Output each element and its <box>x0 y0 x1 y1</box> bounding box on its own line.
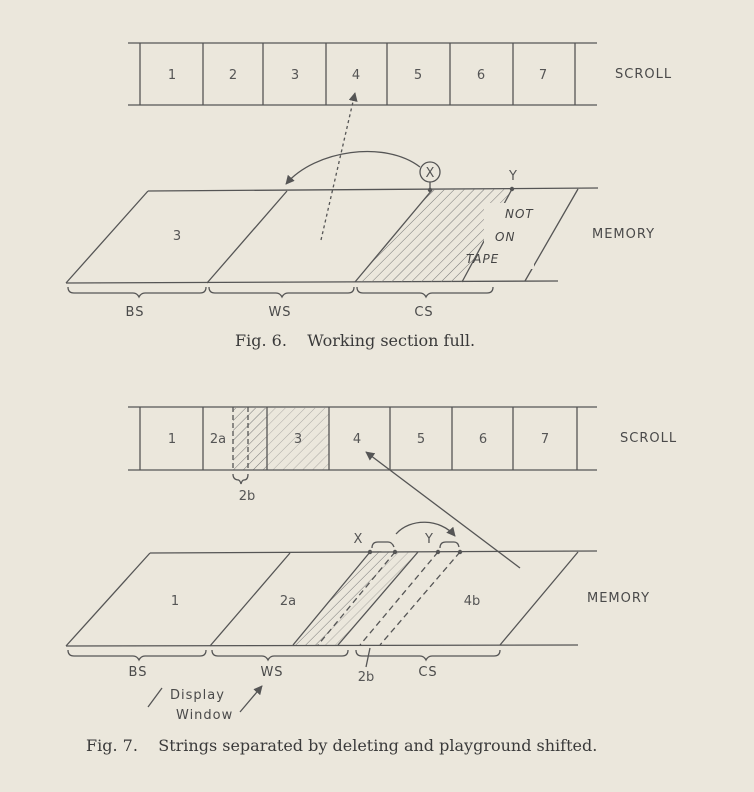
fig7-caption: Fig. 7. Strings separated by deleting and playground shifted. <box>86 736 598 755</box>
fig7-display-window-line1: Display <box>170 688 225 703</box>
fig6-not-on-tape-line1: NOT <box>505 207 534 221</box>
fig6-brace-cs <box>357 287 493 297</box>
fig7-scroll-cell: 7 <box>540 432 550 447</box>
fig7-scroll-cell: 1 <box>167 432 177 447</box>
fig7-x-bracket <box>372 542 394 548</box>
fig7-display-window-arrow <box>240 686 262 712</box>
fig7-display-window-slash <box>148 688 162 707</box>
figure-6 <box>66 43 672 350</box>
fig6-label-bs: BS <box>125 305 145 320</box>
fig7-y-bracket <box>440 542 459 548</box>
fig6-marker-x: X <box>425 166 435 181</box>
fig7-brace-ws <box>212 650 348 660</box>
fig7-marker-y: Y <box>425 532 433 547</box>
fig7-scroll-label: SCROLL <box>620 431 678 446</box>
fig6-caption: Fig. 6. Working section full. <box>235 331 476 350</box>
fig6-not-on-tape-line3: TAPE <box>466 252 500 266</box>
fig6-move-arrow <box>286 152 420 184</box>
fig6-memory-label: MEMORY <box>592 227 656 242</box>
fig6-not-on-tape-line2: ON <box>495 230 516 244</box>
fig7-label-ws: WS <box>260 665 284 680</box>
fig6-label-ws: WS <box>268 305 292 320</box>
fig6-memory-cell-bs: 3 <box>172 229 182 244</box>
fig7-label-bs: BS <box>128 665 148 680</box>
fig6-memory-tape <box>66 188 598 283</box>
fig6-marker-y: Y <box>509 169 517 184</box>
fig6-scroll-cell: 7 <box>538 68 548 83</box>
fig7-scroll-cell: 4 <box>352 432 362 447</box>
fig6-scroll-label: SCROLL <box>615 67 673 82</box>
fig7-brace-2b-top <box>233 474 248 484</box>
fig6-scroll-cell: 3 <box>290 68 300 83</box>
fig7-brace-cs <box>356 650 500 660</box>
fig6-scroll-cell: 5 <box>413 68 423 83</box>
fig6-scroll-cell: 2 <box>228 68 238 83</box>
fig7-memory-cell: 4b <box>463 594 481 609</box>
fig7-scroll-cell: 3 <box>293 432 303 447</box>
fig7-scroll-cell: 6 <box>478 432 488 447</box>
fig7-brace-bs <box>68 650 206 660</box>
fig7-scroll-cell: 2a <box>209 432 227 447</box>
fig7-scroll-tape <box>128 407 597 470</box>
fig6-label-cs: CS <box>414 305 434 320</box>
fig7-memory-label: MEMORY <box>587 591 651 606</box>
fig7-2b-leader <box>366 648 370 667</box>
fig7-display-window-line2: Window <box>176 708 234 723</box>
fig7-marker-x: X <box>353 532 363 547</box>
fig7-label-2b-bottom: 2b <box>357 670 375 685</box>
fig7-scroll-cell: 5 <box>416 432 426 447</box>
fig6-scroll-cell: 6 <box>476 68 486 83</box>
fig6-scroll-cell: 4 <box>351 68 361 83</box>
fig7-memory-cell: 2a <box>279 594 297 609</box>
fig6-scroll-tape <box>128 43 597 105</box>
figure-7 <box>66 407 677 755</box>
fig6-brace-ws <box>209 287 354 297</box>
fig6-brace-bs <box>68 287 206 297</box>
fig7-label-2b-top: 2b <box>238 489 256 504</box>
fig6-dashed-arrow <box>321 93 355 240</box>
fig7-label-cs: CS <box>418 665 438 680</box>
fig7-memory-cell: 1 <box>170 594 180 609</box>
fig6-scroll-cell: 1 <box>167 68 177 83</box>
